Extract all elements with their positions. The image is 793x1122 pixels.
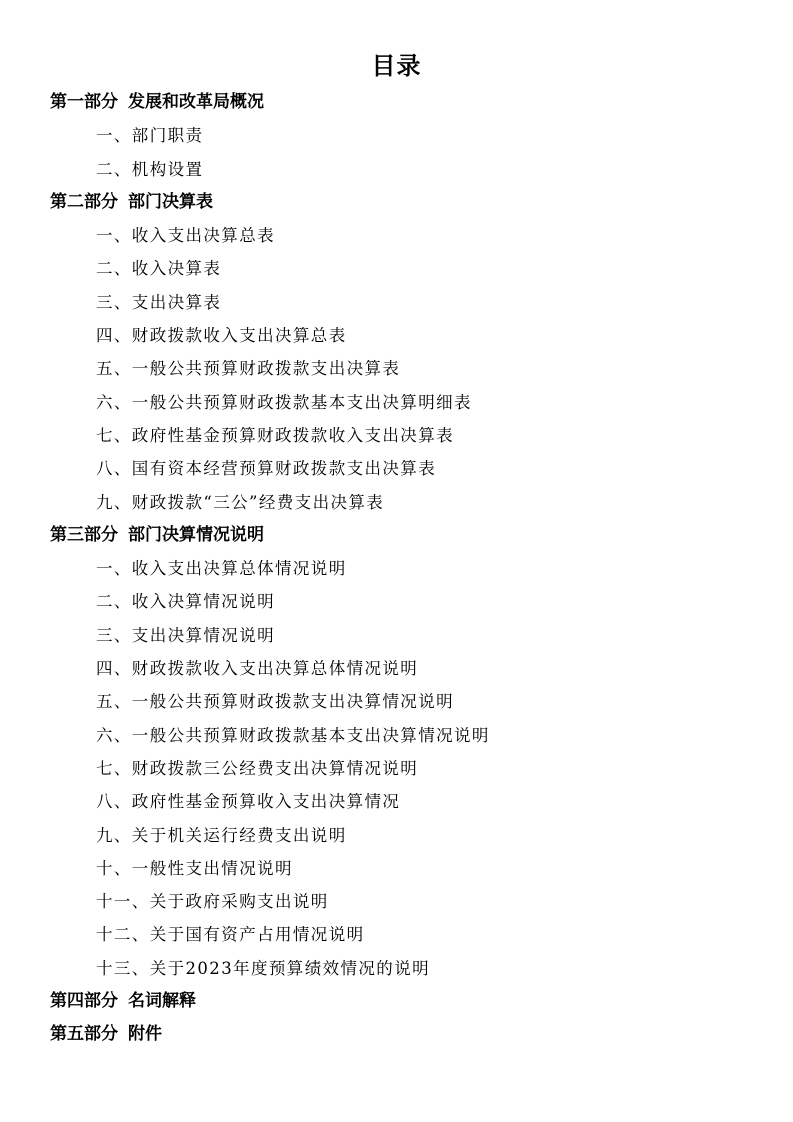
toc-item[interactable]: 一、收入支出决算总体情况说明	[96, 559, 347, 579]
toc-item[interactable]: 五、一般公共预算财政拨款支出决算表	[96, 359, 401, 379]
toc-item[interactable]: 十三、关于2023年度预算绩效情况的说明	[96, 958, 430, 978]
part-title: 发展和改革局概况	[128, 92, 264, 112]
toc-part-5[interactable]	[0, 1018, 793, 1051]
part-number: 第五部分	[50, 1024, 118, 1045]
toc-item[interactable]: 五、一般公共预算财政拨款支出决算情况说明	[96, 692, 454, 712]
toc-item[interactable]: 三、支出决算情况说明	[96, 625, 275, 645]
toc-item[interactable]: 八、政府性基金预算收入支出决算情况	[96, 792, 401, 812]
part-number: 第四部分	[50, 991, 118, 1012]
toc-item[interactable]: 十一、关于政府采购支出说明	[96, 892, 329, 912]
toc-item[interactable]: 二、收入决算表	[96, 259, 222, 279]
toc-item[interactable]: 九、财政拨款“三公”经费支出决算表	[96, 492, 385, 512]
toc-item[interactable]: 四、财政拨款收入支出决算总表	[96, 326, 347, 346]
part-title: 名词解释	[128, 991, 196, 1012]
toc-item[interactable]: 一、收入支出决算总表	[96, 226, 275, 246]
toc-part-3[interactable]	[0, 519, 793, 552]
toc-part-2[interactable]	[0, 186, 793, 219]
toc-item[interactable]: 四、财政拨款收入支出决算总体情况说明	[96, 659, 419, 679]
toc-item[interactable]: 二、机构设置	[96, 159, 204, 179]
page-title: 目录	[371, 52, 422, 80]
part-number: 第一部分	[50, 92, 118, 112]
toc-item[interactable]: 十二、关于国有资产占用情况说明	[96, 925, 365, 945]
toc-item[interactable]: 八、国有资本经营预算财政拨款支出决算表	[96, 459, 437, 479]
part-number: 第三部分	[50, 524, 118, 545]
toc-item[interactable]: 十、一般性支出情况说明	[96, 858, 293, 878]
toc-item[interactable]: 六、一般公共预算财政拨款基本支出决算明细表	[96, 392, 472, 412]
toc-item[interactable]: 二、收入决算情况说明	[96, 592, 275, 612]
part-title: 部门决算情况说明	[128, 524, 264, 545]
part-number: 第二部分	[50, 191, 118, 212]
toc-item[interactable]: 六、一般公共预算财政拨款基本支出决算情况说明	[96, 725, 490, 745]
part-title: 附件	[128, 1024, 162, 1045]
toc-item[interactable]: 七、政府性基金预算财政拨款收入支出决算表	[96, 425, 454, 445]
toc-item[interactable]: 九、关于机关运行经费支出说明	[96, 825, 347, 845]
toc-part-4[interactable]	[0, 985, 793, 1018]
table-of-contents	[0, 86, 793, 1052]
toc-item[interactable]: 七、财政拨款三公经费支出决算情况说明	[96, 758, 419, 778]
toc-item[interactable]: 一、部门职责	[96, 126, 204, 146]
toc-part-1[interactable]	[0, 86, 793, 119]
part-title: 部门决算表	[128, 191, 213, 212]
toc-item[interactable]: 三、支出决算表	[96, 292, 222, 312]
